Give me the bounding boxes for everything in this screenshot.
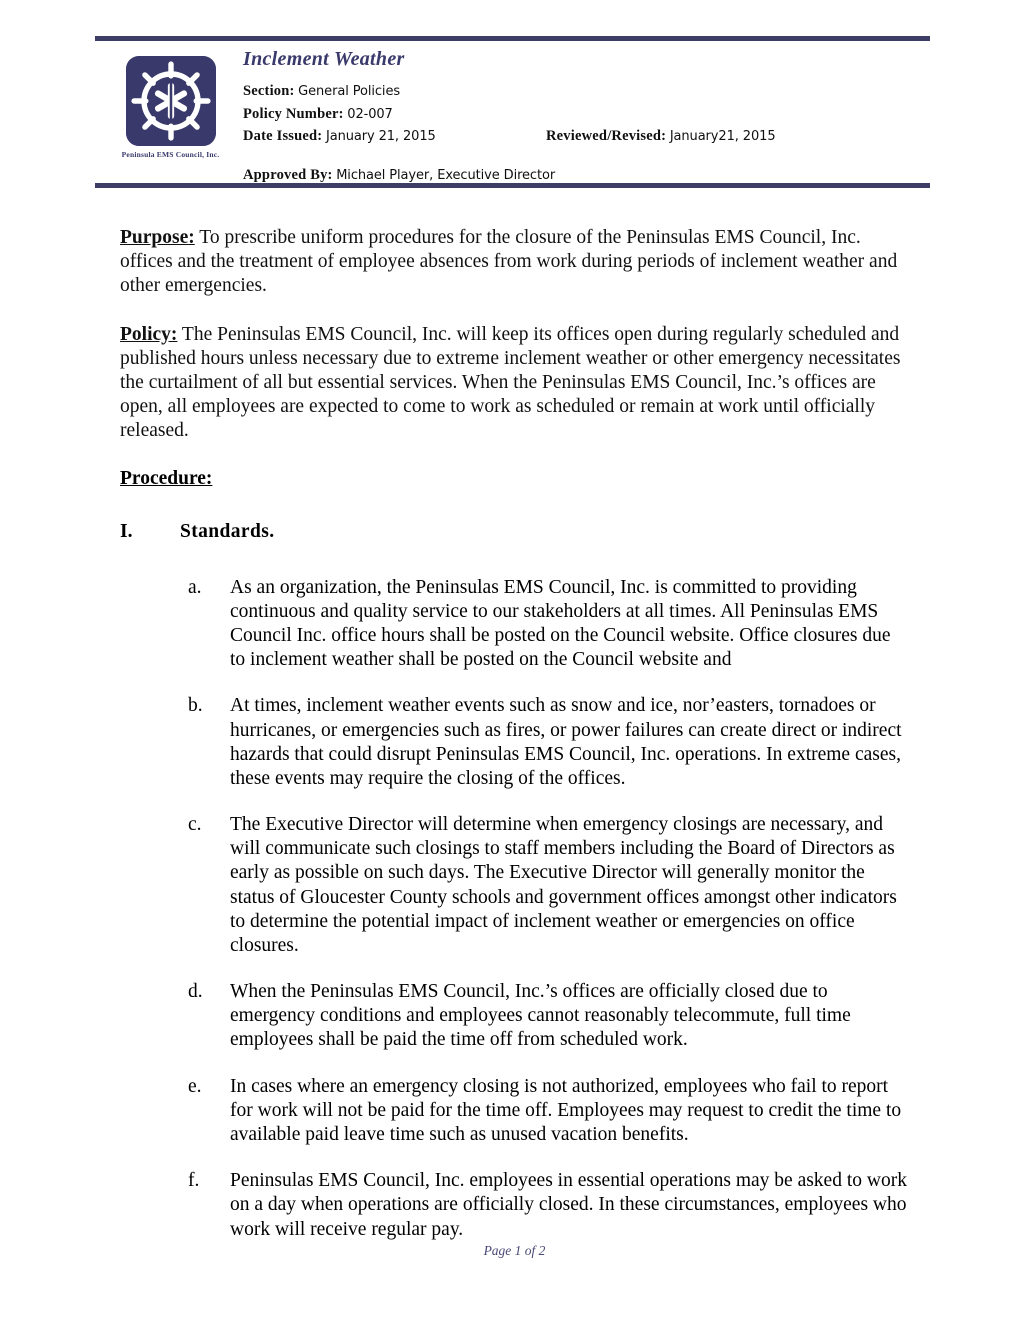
reviewed-revised-value: January21, 2015	[669, 129, 776, 145]
header-top-rule	[95, 36, 930, 41]
list-item	[120, 980, 910, 1053]
list-item	[120, 576, 910, 673]
logo-caption: Peninsula EMS Council, Inc.	[121, 150, 220, 159]
list-item-text: The Executive Director will determine when emergency closings are necessary, and will communicate such closings to staff members including the Board of Directors as early as possible on such days. The Executive Director will generally monitor the status of Gloucester County schools and government offices amongst other indicators to determine the potential impact of inclement weather or emergencies on office closures.	[230, 814, 897, 956]
list-item	[120, 694, 910, 791]
section-label: Section:	[243, 83, 295, 99]
section-value: General Policies	[298, 84, 401, 99]
list-item	[120, 1169, 910, 1242]
reviewed-revised-label: Reviewed/Revised:	[546, 128, 667, 145]
ships-wheel-star-of-life-icon	[126, 56, 216, 146]
list-item-text: Peninsulas EMS Council, Inc. employees in essential operations may be asked to work on a day when operations are officially closed. In these circumstances, employees who work will receive regular pay.	[230, 1170, 907, 1240]
header-bottom-rule	[95, 183, 930, 188]
standards-list	[120, 576, 910, 1242]
policy-number-line	[243, 103, 933, 126]
section-line	[243, 80, 933, 103]
page-title: Inclement Weather	[243, 48, 405, 70]
list-item-marker: e.	[188, 1075, 202, 1097]
procedure-heading: Procedure:	[120, 468, 213, 490]
approved-by-label: Approved By:	[243, 166, 333, 183]
policy-text: The Peninsulas EMS Council, Inc. will keep its offices open during regularly scheduled and published hours unless necessary due to extreme inclement weather or other emergency necessitates the curtailment of all but essential services. When the Peninsulas EMS Council, Inc.’s offices are open, all employees are expected to come to work as scheduled or remain at work until officially released.	[120, 323, 901, 442]
purpose-text: To prescribe uniform procedures for the closure of the Peninsulas EMS Council, Inc. offices and the treatment of employee absences from work during periods of inclement weather and other emergencies.	[120, 227, 898, 297]
reviewed-revised-group	[546, 125, 776, 148]
policy-paragraph	[120, 323, 910, 444]
procedure-section-one-number: I.	[120, 520, 133, 542]
purpose-paragraph	[120, 226, 910, 299]
list-item-marker: a.	[188, 576, 202, 598]
date-issued-label: Date Issued:	[243, 128, 323, 145]
list-item	[120, 1075, 910, 1148]
policy-number-value: 02-007	[347, 106, 393, 122]
date-issued-line	[243, 125, 933, 148]
document-header	[95, 48, 935, 183]
approved-by-value: Michael Player, Executive Director	[336, 167, 556, 183]
list-item-marker: c.	[188, 814, 202, 836]
organization-logo	[103, 56, 238, 159]
list-item	[120, 813, 910, 958]
page-footer: Page 1 of 2	[483, 1243, 546, 1258]
procedure-section-one-label: Standards.	[180, 520, 275, 542]
list-item-text: When the Peninsulas EMS Council, Inc.’s offices are officially closed due to emergency conditions and employees cannot reasonably telecommute, full time employees shall be paid the time off from scheduled work.	[230, 981, 851, 1051]
date-issued-value: January 21, 2015	[325, 129, 436, 145]
procedure-section-one	[120, 520, 910, 544]
header-meta	[243, 48, 933, 186]
list-item-text: At times, inclement weather events such as snow and ice, nor’easters, tornadoes or hurricanes, or emergencies such as fires, or power failures can create direct or indirect hazards that could disrupt Peninsulas EMS Council, Inc. operations. In extreme cases, these events may require the closing of the offices.	[230, 695, 902, 789]
list-item-text: In cases where an emergency closing is not authorized, employees who fail to report for work will not be paid for the time off. Employees may request to credit the time to available paid leave time such as unused vacation benefits.	[230, 1075, 902, 1145]
policy-label: Policy:	[120, 323, 178, 345]
purpose-label: Purpose:	[120, 227, 195, 248]
list-item-text: As an organization, the Peninsulas EMS Council, Inc. is committed to providing continuous and quality service to our stakeholders at all times. All Peninsulas EMS Council Inc. office hours shall be posted on the Council website. Office closures due to inclement weather shall be posted on the Council website and	[230, 576, 891, 671]
document-body	[120, 226, 910, 1264]
list-item-marker: f.	[188, 1170, 200, 1192]
list-item-marker: b.	[188, 695, 203, 717]
list-item-marker: d.	[188, 981, 203, 1003]
policy-number-label: Policy Number:	[243, 105, 344, 122]
